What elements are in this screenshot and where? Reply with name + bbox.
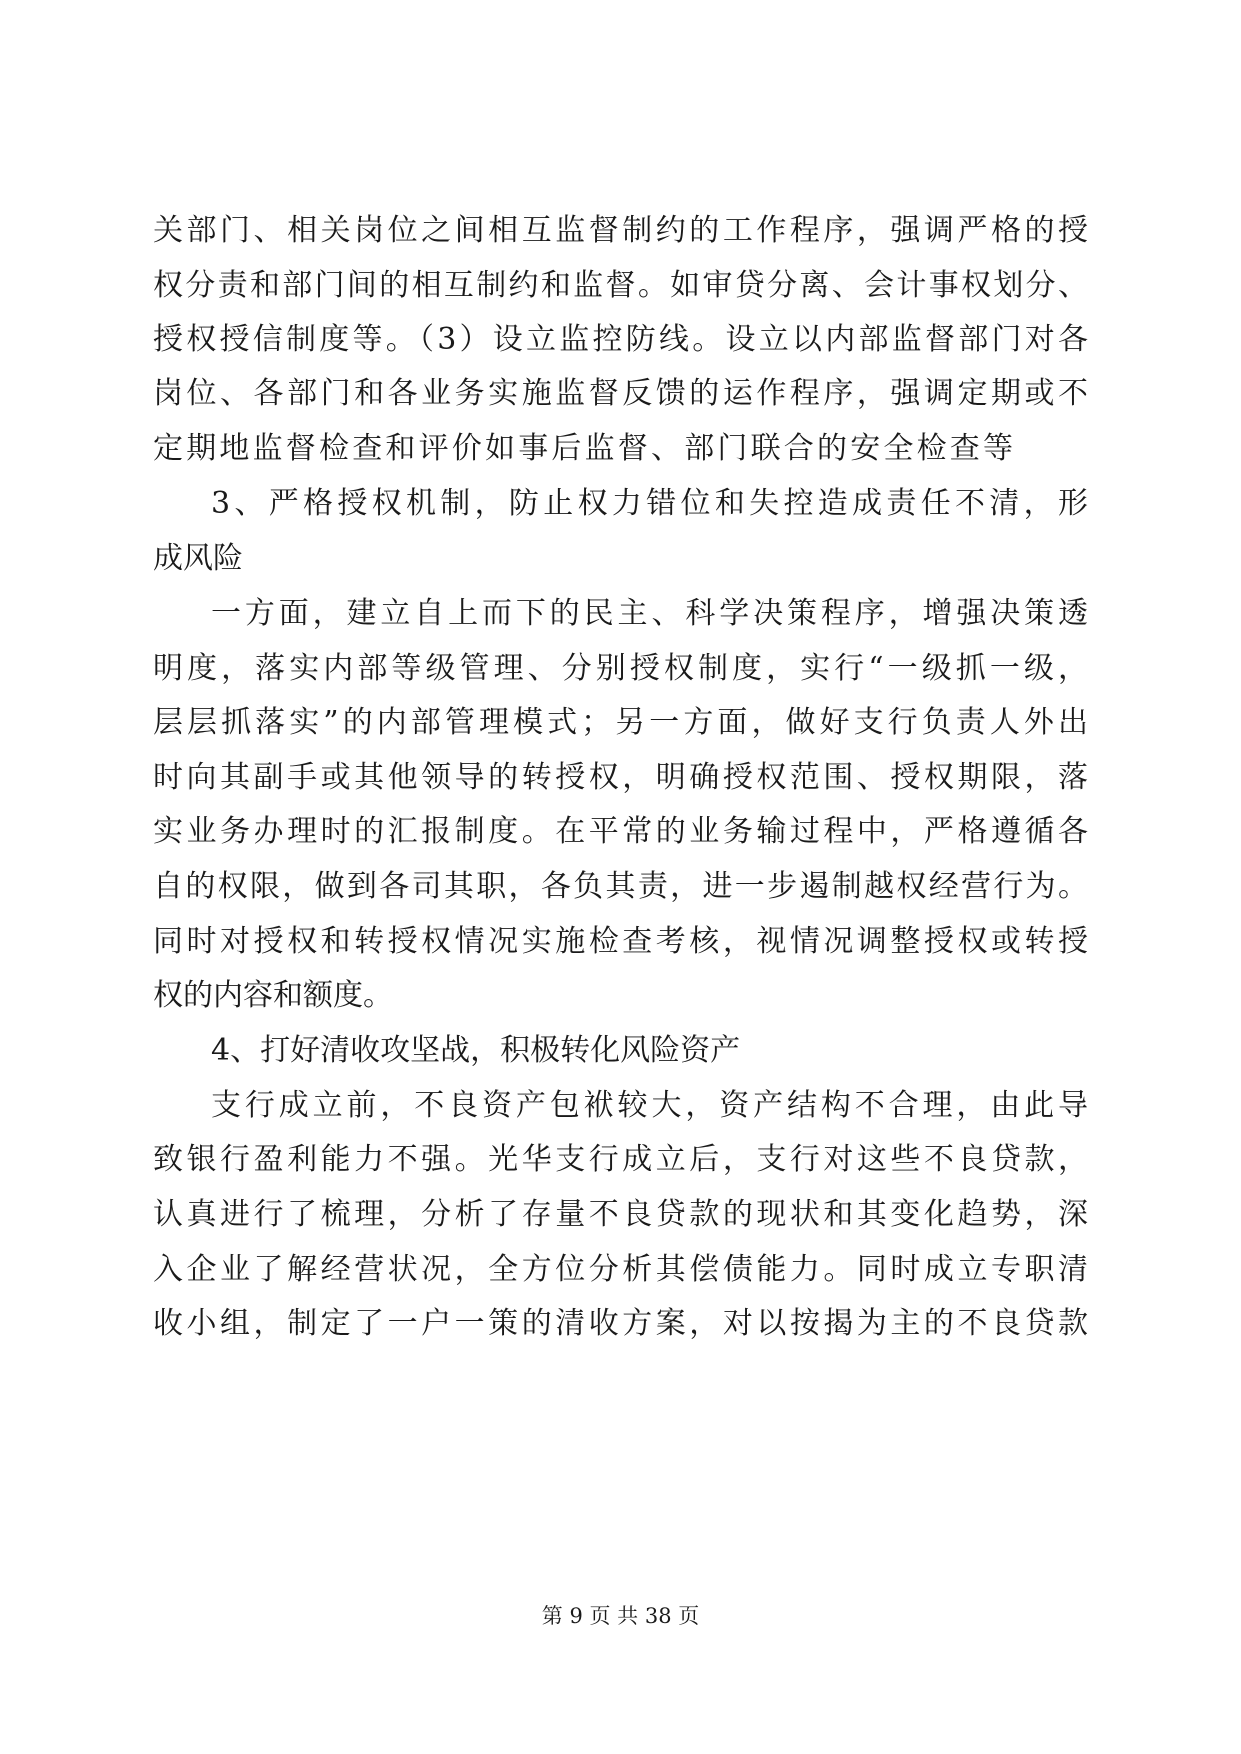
text-line: 时向其副手或其他领导的转授权，明确授权范围、授权期限，落 [153, 760, 1088, 795]
section-heading: 3、严格授权机制，防止权力错位和失控造成责任不清，形 [211, 486, 1088, 521]
text-line: 自的权限，做到各司其职，各负其责，进一步遏制越权经营行为。 [153, 869, 1088, 904]
section-heading: 4、打好清收攻坚战，积极转化风险资产 [211, 1033, 741, 1068]
text-line: 授权授信制度等。（3）设立监控防线。设立以内部监督部门对各 [153, 322, 1088, 357]
text-line: 层层抓落实”的内部管理模式；另一方面，做好支行负责人外出 [153, 705, 1088, 740]
text-line: 认真进行了梳理，分析了存量不良贷款的现状和其变化趋势，深 [153, 1197, 1088, 1232]
text-line: 致银行盈利能力不强。光华支行成立后，支行对这些不良贷款， [153, 1142, 1088, 1177]
text-line: 收小组，制定了一户一策的清收方案，对以按揭为主的不良贷款 [153, 1306, 1088, 1341]
text-line: 一方面，建立自上而下的民主、科学决策程序，增强决策透 [211, 596, 1088, 631]
page-number-footer: 第 9 页 共 38 页 [541, 1604, 700, 1628]
text-line: 权的内容和额度。 [153, 978, 393, 1013]
text-line: 实业务办理时的汇报制度。在平常的业务输过程中，严格遵循各 [153, 814, 1088, 849]
text-line: 权分责和部门间的相互制约和监督。如审贷分离、会计事权划分、 [153, 268, 1088, 303]
text-line: 入企业了解经营状况，全方位分析其偿债能力。同时成立专职清 [153, 1252, 1088, 1287]
text-line: 关部门、相关岗位之间相互监督制约的工作程序，强调严格的授 [153, 213, 1088, 248]
text-line: 明度，落实内部等级管理、分别授权制度，实行“一级抓一级， [153, 651, 1088, 686]
text-line: 岗位、各部门和各业务实施监督反馈的运作程序，强调定期或不 [153, 376, 1088, 411]
section-heading: 成风险 [153, 541, 243, 576]
text-line: 同时对授权和转授权情况实施检查考核，视情况调整授权或转授 [153, 924, 1088, 959]
text-line: 支行成立前，不良资产包袱较大，资产结构不合理，由此导 [211, 1088, 1088, 1123]
text-line: 定期地监督检查和评价如事后监督、部门联合的安全检查等 [153, 431, 1013, 466]
